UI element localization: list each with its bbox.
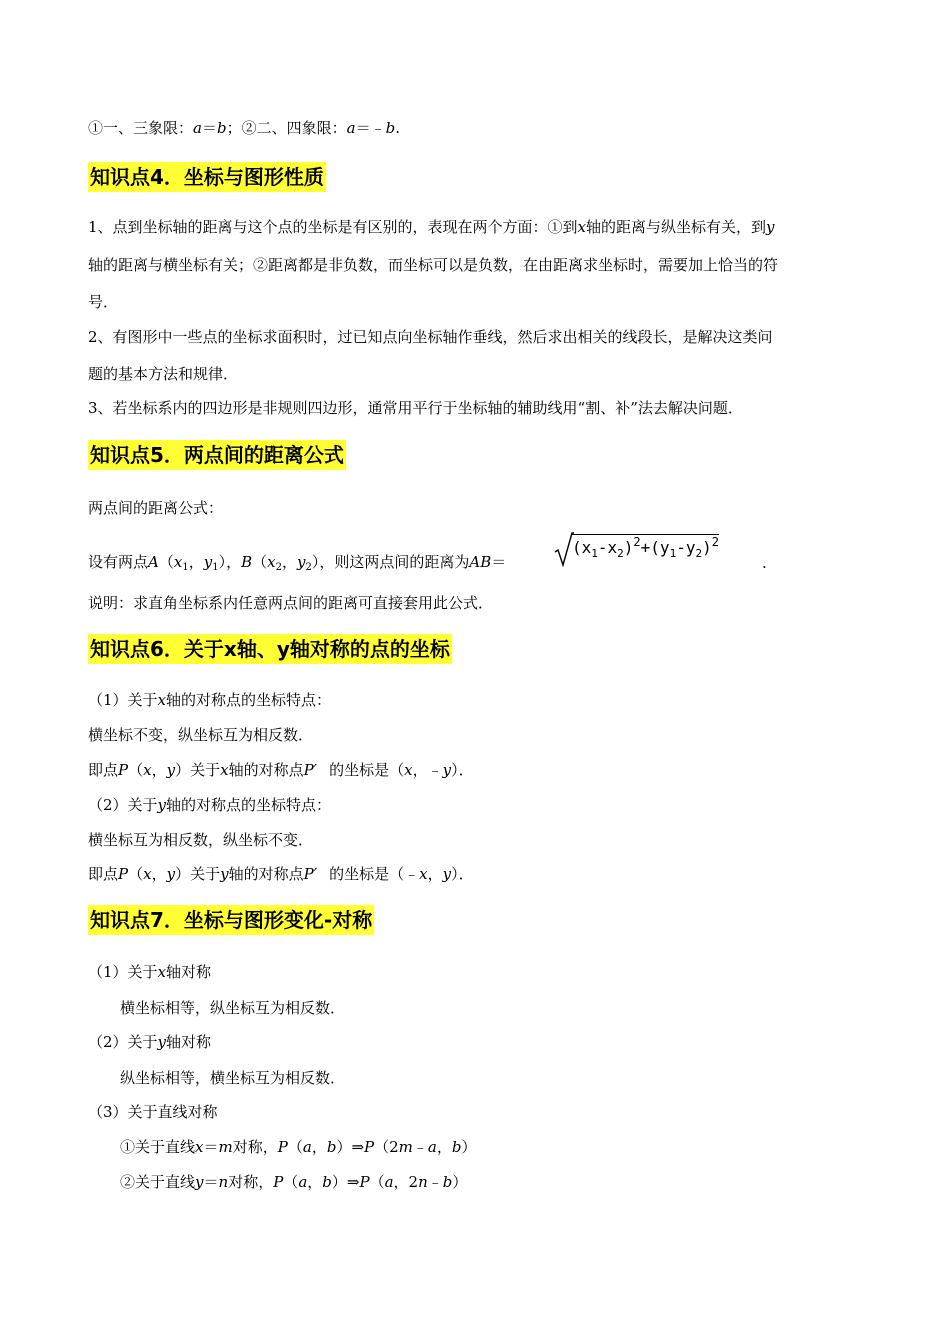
text: ），则这两点间的距离为 — [311, 553, 470, 571]
text: ）， — [218, 553, 242, 571]
var-x: x — [157, 691, 167, 709]
var-x: x — [419, 865, 428, 883]
k4-p1-line1 — [88, 217, 775, 237]
text: （ — [287, 1138, 303, 1156]
subscript: 1 — [591, 547, 598, 560]
var-a: a — [298, 1173, 308, 1191]
text: 设有两点 — [88, 553, 149, 571]
distance-formula-sqrt — [554, 534, 719, 558]
var-a: a — [427, 1138, 437, 1156]
k6-line5: 横坐标互为相反数，纵坐标不变． — [88, 831, 314, 849]
text: ）． — [451, 865, 474, 883]
subscript: 1 — [212, 562, 219, 573]
point-p: P — [277, 1138, 288, 1156]
radicand — [572, 534, 719, 558]
var-y: y — [157, 1033, 167, 1051]
k6-line6 — [88, 864, 474, 884]
point-p: P — [118, 865, 129, 883]
var-x: x — [173, 553, 183, 571]
text: （ — [252, 553, 268, 571]
var-b: b — [385, 119, 396, 137]
var-x: x — [143, 761, 152, 779]
text: ）⇒ — [336, 1138, 365, 1156]
text: 1、点到坐标轴的距离与这个点的坐标是有区别的，表现在两个方面：①到 — [88, 218, 578, 236]
var-b: b — [451, 1138, 462, 1156]
var-y: y — [442, 761, 452, 779]
point-b: B — [241, 553, 253, 571]
var-a: a — [302, 1138, 312, 1156]
var-x: x — [157, 963, 167, 981]
var-b: b — [442, 1173, 453, 1191]
text: 一、三象限： — [103, 119, 194, 137]
text: ，2 — [393, 1173, 419, 1191]
k4-p3: 3、若坐标系内的四边形是非规则四边形，通常用平行于坐标轴的辅助线用“割、补”法去解决问题． — [88, 399, 743, 417]
text: 的坐标是（ — [329, 761, 405, 779]
text: ， — [188, 553, 204, 571]
heading-k7: 知识点7．坐标与图形变化-对称 — [88, 905, 374, 935]
power: 2 — [633, 535, 641, 549]
text: （ — [128, 865, 144, 883]
text: （ — [128, 761, 144, 779]
var-x: x — [577, 218, 587, 236]
var-b: b — [217, 119, 227, 137]
var-y: y — [203, 553, 213, 571]
text: ）关于 — [175, 761, 221, 779]
point-p: P — [359, 1173, 370, 1191]
k7-line4: 纵坐标相等，横坐标互为相反数． — [120, 1069, 346, 1087]
text: （2 — [374, 1138, 399, 1156]
text: ＝ — [203, 1138, 219, 1156]
text: ②关于直线 — [120, 1173, 196, 1191]
var-a: a — [193, 119, 202, 137]
text: （ — [283, 1173, 299, 1191]
text: ， — [311, 1138, 327, 1156]
subscript: 2 — [275, 562, 282, 573]
text: 即点 — [88, 761, 119, 779]
subscript: 2 — [695, 547, 703, 560]
k7-line1 — [88, 962, 211, 982]
var-m: m — [398, 1138, 413, 1156]
text: （2）关于 — [88, 796, 158, 814]
point-p-prime: P′ — [303, 865, 318, 883]
text: 轴的对称点的坐标特点： — [166, 796, 332, 814]
circled-one: ① — [88, 119, 104, 137]
k4-p2-line1: 2、有图形中一些点的坐标求面积时，过已知点向坐标轴作垂线，然后求出相关的线段长，是解决这类问 — [88, 328, 773, 346]
point-a: A — [148, 553, 159, 571]
var-a: a — [346, 119, 356, 137]
var-x: x — [143, 865, 152, 883]
text: ， — [282, 553, 298, 571]
text: -y — [676, 538, 696, 557]
text: 轴对称 — [166, 1033, 212, 1051]
text: ＝ — [203, 1173, 219, 1191]
text: （2）关于 — [88, 1033, 158, 1051]
text: . — [395, 119, 401, 137]
var-n: n — [418, 1173, 428, 1191]
var-y: y — [166, 761, 176, 779]
var-y: y — [220, 865, 229, 883]
circled-two: ② — [241, 119, 257, 137]
k7-line5: （3）关于直线对称 — [88, 1103, 218, 1121]
var-x: x — [404, 761, 413, 779]
point-p: P — [273, 1173, 284, 1191]
k5-formula-line — [88, 552, 506, 572]
var-b: b — [322, 1173, 332, 1191]
text: ﹣ — [412, 1138, 428, 1156]
text: ＝ — [491, 553, 507, 571]
text: （ — [369, 1173, 385, 1191]
var-m: m — [218, 1138, 233, 1156]
var-y: y — [766, 218, 775, 236]
subscript: 1 — [182, 562, 189, 573]
text: ） — [452, 1173, 468, 1191]
heading-k6: 知识点6．关于x轴、y轴对称的点的坐标 — [88, 634, 452, 664]
text: （1）关于 — [88, 691, 158, 709]
k5-intro: 两点间的距离公式： — [88, 499, 224, 517]
power: 2 — [711, 535, 719, 549]
text: 的坐标是（﹣ — [329, 865, 420, 883]
k6-line2: 横坐标不变，纵坐标互为相反数． — [88, 726, 314, 744]
k6-line3 — [88, 760, 474, 780]
text: （ — [158, 553, 174, 571]
var-a: a — [384, 1173, 394, 1191]
segment-ab: AB — [469, 553, 492, 571]
text: 轴的对称点 — [228, 761, 304, 779]
var-y: y — [297, 553, 306, 571]
k7-line2: 横坐标相等，纵坐标互为相反数． — [120, 999, 346, 1017]
text: ， — [151, 761, 167, 779]
text: ﹣ — [427, 1173, 443, 1191]
text: ， — [307, 1173, 323, 1191]
var-y: y — [442, 865, 452, 883]
text: 即点 — [88, 865, 119, 883]
heading-k5: 知识点5．两点间的距离公式 — [88, 440, 346, 470]
subscript: 1 — [669, 547, 677, 560]
text: （1）关于 — [88, 963, 158, 981]
text: ）． — [451, 761, 474, 779]
text: 轴的距离与纵坐标有关，到 — [586, 218, 767, 236]
text: ＝﹣ — [355, 119, 386, 137]
k5-note: 说明：求直角坐标系内任意两点间的距离可直接套用此公式． — [88, 594, 494, 612]
radical-sign-icon — [554, 532, 574, 568]
text: ； — [226, 119, 242, 137]
text: ， — [436, 1138, 452, 1156]
text: ）关于 — [175, 865, 221, 883]
text: ，﹣ — [412, 761, 443, 779]
var-x: x — [195, 1138, 204, 1156]
var-y: y — [195, 1173, 204, 1191]
k7-line6 — [120, 1137, 477, 1157]
var-x: x — [220, 761, 229, 779]
var-y: y — [166, 865, 176, 883]
quadrant-line — [88, 118, 400, 138]
k6-line1 — [88, 690, 331, 710]
k4-p2-line2: 题的基本方法和规律． — [88, 365, 239, 383]
text: (x — [572, 538, 592, 557]
text: ）⇒ — [331, 1173, 360, 1191]
formula-end: . — [762, 554, 767, 572]
text: ) — [702, 538, 712, 557]
var-b: b — [326, 1138, 337, 1156]
heading-k4: 知识点4．坐标与图形性质 — [88, 162, 326, 192]
subscript: 2 — [305, 562, 312, 573]
text: -x — [597, 538, 618, 557]
var-n: n — [218, 1173, 229, 1191]
k7-line7 — [120, 1172, 467, 1192]
text: 轴的对称点的坐标特点： — [166, 691, 332, 709]
text: 对称， — [232, 1138, 278, 1156]
k4-p1-line2: 轴的距离与横坐标有关；②距离都是非负数，而坐标可以是负数，在由距离求坐标时，需要加上恰当的符 — [88, 256, 779, 274]
text: 二、四象限： — [256, 119, 347, 137]
k4-p1-line3: 号． — [88, 293, 119, 311]
text: 对称， — [228, 1173, 274, 1191]
text: +(y — [640, 538, 670, 557]
point-p-prime: P′ — [303, 761, 318, 779]
text: ) — [623, 538, 634, 557]
text: ， — [151, 865, 167, 883]
point-p: P — [118, 761, 129, 779]
text: ①关于直线 — [120, 1138, 196, 1156]
var-y: y — [157, 796, 167, 814]
text: 轴对称 — [166, 963, 212, 981]
text: ， — [427, 865, 443, 883]
k7-line3 — [88, 1032, 211, 1052]
text: ） — [461, 1138, 477, 1156]
point-p: P — [364, 1138, 375, 1156]
text: ＝ — [201, 119, 217, 137]
subscript: 2 — [617, 547, 624, 560]
var-x: x — [267, 553, 276, 571]
text: 轴的对称点 — [228, 865, 304, 883]
k6-line4 — [88, 795, 331, 815]
